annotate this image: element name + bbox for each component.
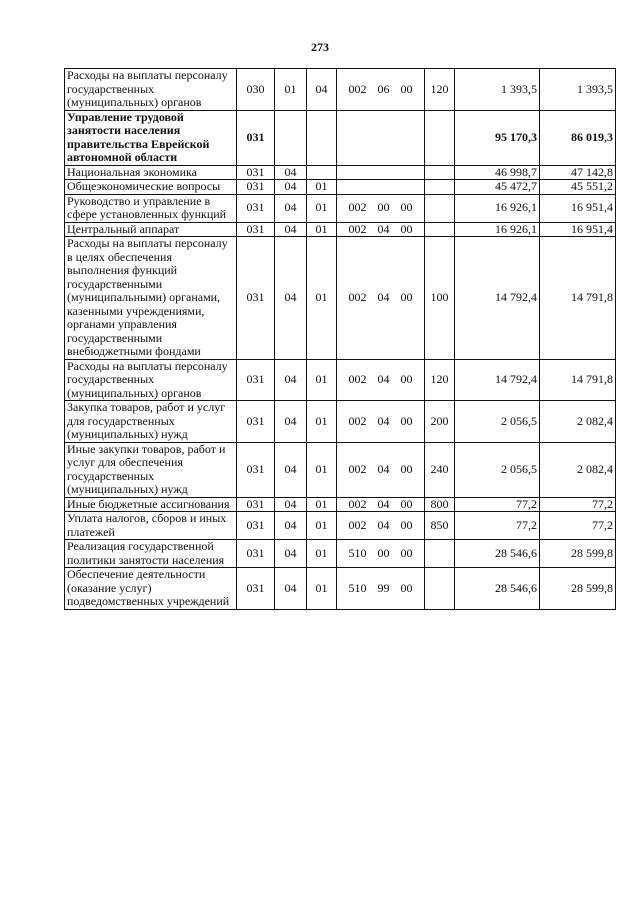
subsection-code-cell: 01 <box>307 568 337 610</box>
row-name-cell: Уплата налогов, сборов и иных платежей <box>65 512 237 540</box>
amount-year1-cell: 77,2 <box>455 512 540 540</box>
target-article-cell <box>337 237 425 360</box>
page-number: 273 <box>311 40 329 54</box>
target-article-part: 99 <box>377 580 390 595</box>
target-article-part: 002 <box>348 517 367 532</box>
row-name-cell: Расходы на выплаты персоналу в целях обеспечения выполнения функций государственными (муниципальными) органами, казенными учреждениями, органами управления государственными внебюджетными фондами <box>65 237 237 360</box>
table-row <box>65 512 616 540</box>
amount-year1-cell: 45 472,7 <box>455 180 540 195</box>
ministry-code-cell: 031 <box>237 237 275 360</box>
target-article-part: 04 <box>377 497 390 511</box>
table-row <box>65 69 616 111</box>
amount-year2-cell: 86 019,3 <box>540 110 616 165</box>
expense-type-cell <box>425 568 455 610</box>
table-row <box>65 194 616 222</box>
amount-year2-cell: 2 082,4 <box>540 442 616 497</box>
target-article-part: 04 <box>377 413 390 428</box>
row-name-cell: Центральный аппарат <box>65 222 237 237</box>
subsection-code-cell: 01 <box>307 540 337 568</box>
target-article-part: 510 <box>348 545 367 560</box>
ministry-code-cell: 031 <box>237 194 275 222</box>
target-article-part: 06 <box>377 81 390 96</box>
target-article-cell <box>337 69 425 111</box>
section-code-cell: 04 <box>275 222 307 237</box>
ministry-code-cell: 031 <box>237 540 275 568</box>
row-name-cell: Иные закупки товаров, работ и услуг для обеспечения государственных (муниципальных) нужд <box>65 442 237 497</box>
row-name-cell: Обеспечение деятельности (оказание услуг) подведомственных учреждений <box>65 568 237 610</box>
row-name-cell: Иные бюджетные ассигнования <box>65 497 237 512</box>
ministry-code-cell: 031 <box>237 110 275 165</box>
expense-type-cell: 120 <box>425 359 455 401</box>
row-name-cell: Общеэкономические вопросы <box>65 180 237 195</box>
expense-type-cell <box>425 110 455 165</box>
table-row <box>65 165 616 180</box>
table-row <box>65 237 616 360</box>
target-article-part: 00 <box>377 200 390 215</box>
target-article-part: 00 <box>400 200 413 215</box>
target-article-cell <box>337 497 425 512</box>
section-code-cell: 04 <box>275 237 307 360</box>
table-row <box>65 359 616 401</box>
target-article-part: 00 <box>377 545 390 560</box>
target-article-cell <box>337 194 425 222</box>
target-article-part: 00 <box>400 413 413 428</box>
amount-year1-cell: 16 926,1 <box>455 194 540 222</box>
target-article-part: 00 <box>400 545 413 560</box>
subsection-code-cell: 01 <box>307 401 337 443</box>
amount-year1-cell: 28 546,6 <box>455 568 540 610</box>
expense-type-cell: 240 <box>425 442 455 497</box>
subsection-code-cell: 01 <box>307 359 337 401</box>
ministry-code-cell: 030 <box>237 69 275 111</box>
table-row <box>65 110 616 165</box>
expense-type-cell: 120 <box>425 69 455 111</box>
subsection-code-cell: 01 <box>307 194 337 222</box>
table-row <box>65 222 616 237</box>
table-row <box>65 540 616 568</box>
target-article-part: 04 <box>377 372 390 386</box>
ministry-code-cell: 031 <box>237 165 275 180</box>
row-name-cell: Расходы на выплаты персоналу государственных (муниципальных) органов <box>65 69 237 111</box>
target-article-part: 00 <box>400 290 413 304</box>
amount-year2-cell: 16 951,4 <box>540 194 616 222</box>
target-article-part: 002 <box>348 290 367 304</box>
table-row <box>65 401 616 443</box>
section-code-cell: 04 <box>275 568 307 610</box>
amount-year1-cell: 2 056,5 <box>455 442 540 497</box>
amount-year1-cell: 14 792,4 <box>455 359 540 401</box>
target-article-cell <box>337 540 425 568</box>
amount-year2-cell: 77,2 <box>540 497 616 512</box>
target-article-cell <box>337 110 425 165</box>
budget-table <box>64 68 616 610</box>
row-name-cell: Управление трудовой занятости населения правительства Еврейской автономной области <box>65 110 237 165</box>
section-code-cell: 04 <box>275 442 307 497</box>
subsection-code-cell: 01 <box>307 222 337 237</box>
target-article-part: 002 <box>348 497 367 511</box>
section-code-cell: 04 <box>275 401 307 443</box>
amount-year1-cell: 2 056,5 <box>455 401 540 443</box>
amount-year2-cell: 28 599,8 <box>540 540 616 568</box>
table-row <box>65 568 616 610</box>
target-article-part: 00 <box>400 222 413 236</box>
target-article-part: 00 <box>400 497 413 511</box>
amount-year1-cell: 14 792,4 <box>455 237 540 360</box>
amount-year1-cell: 16 926,1 <box>455 222 540 237</box>
row-name-cell: Расходы на выплаты персоналу государственных (муниципальных) органов <box>65 359 237 401</box>
amount-year2-cell: 47 142,8 <box>540 165 616 180</box>
table-row <box>65 442 616 497</box>
subsection-code-cell: 01 <box>307 512 337 540</box>
expense-type-cell: 200 <box>425 401 455 443</box>
amount-year2-cell: 14 791,8 <box>540 359 616 401</box>
section-code-cell <box>275 110 307 165</box>
amount-year1-cell: 28 546,6 <box>455 540 540 568</box>
amount-year2-cell: 16 951,4 <box>540 222 616 237</box>
expense-type-cell <box>425 165 455 180</box>
section-code-cell: 04 <box>275 359 307 401</box>
row-name-cell: Руководство и управление в сфере установленных функций <box>65 194 237 222</box>
expense-type-cell <box>425 194 455 222</box>
target-article-cell <box>337 512 425 540</box>
expense-type-cell: 850 <box>425 512 455 540</box>
ministry-code-cell: 031 <box>237 568 275 610</box>
target-article-part: 002 <box>348 461 367 476</box>
target-article-cell <box>337 222 425 237</box>
expense-type-cell: 100 <box>425 237 455 360</box>
table-row <box>65 497 616 512</box>
target-article-part: 002 <box>348 200 367 215</box>
section-code-cell: 04 <box>275 194 307 222</box>
amount-year1-cell: 46 998,7 <box>455 165 540 180</box>
row-name-cell: Реализация государственной политики занятости населения <box>65 540 237 568</box>
target-article-cell <box>337 180 425 195</box>
subsection-code-cell: 01 <box>307 442 337 497</box>
section-code-cell: 04 <box>275 165 307 180</box>
amount-year1-cell: 95 170,3 <box>455 110 540 165</box>
ministry-code-cell: 031 <box>237 401 275 443</box>
target-article-part: 002 <box>348 372 367 386</box>
ministry-code-cell: 031 <box>237 497 275 512</box>
section-code-cell: 01 <box>275 69 307 111</box>
amount-year2-cell: 2 082,4 <box>540 401 616 443</box>
expense-type-cell <box>425 222 455 237</box>
target-article-part: 002 <box>348 81 367 96</box>
section-code-cell: 04 <box>275 540 307 568</box>
amount-year2-cell: 1 393,5 <box>540 69 616 111</box>
expense-type-cell: 800 <box>425 497 455 512</box>
target-article-part: 04 <box>377 222 390 236</box>
target-article-cell <box>337 165 425 180</box>
target-article-cell <box>337 568 425 610</box>
target-article-part: 00 <box>400 461 413 476</box>
amount-year2-cell: 28 599,8 <box>540 568 616 610</box>
subsection-code-cell <box>307 110 337 165</box>
section-code-cell: 04 <box>275 512 307 540</box>
section-code-cell: 04 <box>275 497 307 512</box>
ministry-code-cell: 031 <box>237 359 275 401</box>
target-article-part: 00 <box>400 580 413 595</box>
target-article-part: 04 <box>377 517 390 532</box>
target-article-part: 00 <box>400 81 413 96</box>
amount-year2-cell: 14 791,8 <box>540 237 616 360</box>
subsection-code-cell: 01 <box>307 180 337 195</box>
target-article-part: 510 <box>348 580 367 595</box>
row-name-cell: Национальная экономика <box>65 165 237 180</box>
table-row <box>65 180 616 195</box>
target-article-part: 00 <box>400 372 413 386</box>
expense-type-cell <box>425 180 455 195</box>
subsection-code-cell: 01 <box>307 497 337 512</box>
amount-year2-cell: 45 551,2 <box>540 180 616 195</box>
target-article-part: 04 <box>377 290 390 304</box>
subsection-code-cell <box>307 165 337 180</box>
target-article-part: 00 <box>400 517 413 532</box>
row-name-cell: Закупка товаров, работ и услуг для государственных (муниципальных) нужд <box>65 401 237 443</box>
ministry-code-cell: 031 <box>237 222 275 237</box>
target-article-part: 04 <box>377 461 390 476</box>
target-article-cell <box>337 401 425 443</box>
ministry-code-cell: 031 <box>237 442 275 497</box>
amount-year1-cell: 1 393,5 <box>455 69 540 111</box>
ministry-code-cell: 031 <box>237 180 275 195</box>
amount-year1-cell: 77,2 <box>455 497 540 512</box>
target-article-cell <box>337 359 425 401</box>
expense-type-cell <box>425 540 455 568</box>
target-article-cell <box>337 442 425 497</box>
ministry-code-cell: 031 <box>237 512 275 540</box>
subsection-code-cell: 04 <box>307 69 337 111</box>
amount-year2-cell: 77,2 <box>540 512 616 540</box>
target-article-part: 002 <box>348 222 367 236</box>
target-article-part: 002 <box>348 413 367 428</box>
section-code-cell: 04 <box>275 180 307 195</box>
subsection-code-cell: 01 <box>307 237 337 360</box>
